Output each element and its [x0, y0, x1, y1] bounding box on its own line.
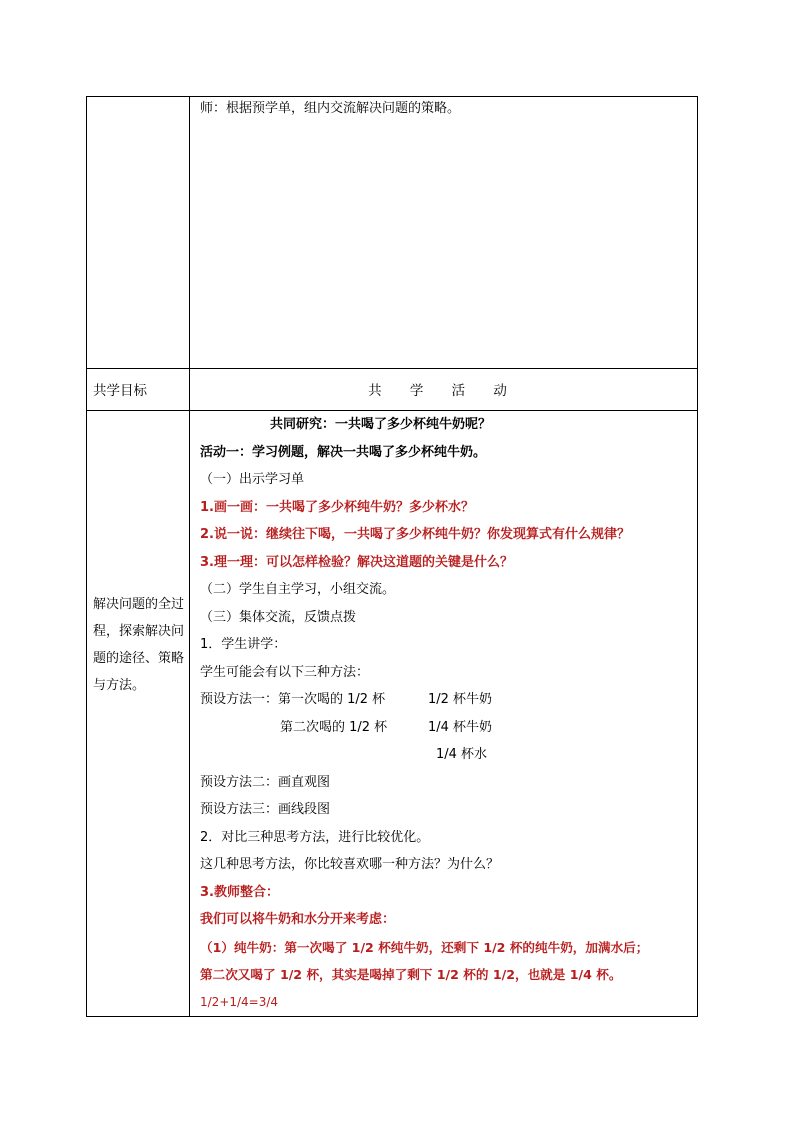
compare-question: 这几种思考方法，你比较喜欢哪一种方法？为什么？: [200, 857, 500, 872]
question-two: 2.说一说：继续往下喝，一共喝了多少杯纯牛奶？你发现算式有什么规律？: [200, 527, 630, 542]
step-one: （一）出示学习单: [200, 472, 305, 487]
formula: 1/2+1/4=3/4: [200, 994, 279, 1009]
step-two: （二）学生自主学习，小组交流。: [200, 582, 396, 597]
method-three: 预设方法三：画线段图: [200, 802, 331, 817]
table-cell: [190, 97, 698, 369]
table-cell-empty: [87, 97, 190, 369]
activity-content: [190, 411, 697, 1016]
section-title: 共同研究：一共喝了多少杯纯牛奶呢？: [270, 417, 492, 432]
methods-intro: 学生可能会有以下三种方法：: [200, 664, 370, 680]
method-one-second: [200, 714, 691, 742]
method-one-water: [200, 741, 691, 769]
summary-line-b: （1）纯牛奶：第一次喝了 1/2 杯纯牛奶，还剩下 1/2 杯的纯牛奶，加满水后；: [200, 939, 649, 955]
header-cell-goal: [87, 369, 190, 411]
activity-cell: [190, 411, 698, 1017]
lesson-table: [86, 96, 698, 1017]
step-three: （三）集体交流，反馈点拨: [200, 609, 357, 625]
goal-cell: [87, 411, 190, 1017]
compare-step: 2．对比三种思考方法，进行比较优化。: [200, 829, 430, 845]
student-lecture: 1．学生讲学：: [200, 637, 287, 652]
method-one-water-value: 1/4 杯水: [436, 747, 488, 762]
goal-text: 解决问题的全过程，探索解决问题的途径、策略与方法。: [93, 597, 185, 693]
method-one: [200, 686, 691, 714]
teacher-note: 师：根据预学单，组内交流解决问题的策略。: [200, 101, 461, 116]
method-one-second-value: 1/4 杯牛奶: [428, 719, 493, 735]
summary-line-c: 第二次又喝了 1/2 杯，其实是喝掉了剩下 1/2 杯的 1/2，也就是 1/4 杯。: [200, 967, 622, 982]
question-three: 3.理一理：可以怎样检验？解决这道题的关键是什么？: [200, 554, 513, 570]
question-one: 1.画一画：一共喝了多少杯纯牛奶？多少杯水？: [200, 499, 474, 515]
header-goal: 共学目标: [93, 383, 147, 399]
teacher-summary: 3.教师整合：: [200, 884, 279, 900]
activity-heading: 活动一：学习例题，解决一共喝了多少杯纯牛奶。: [200, 444, 487, 460]
table-row: [87, 411, 698, 1017]
header-cell-activity: [190, 369, 698, 411]
method-one-second-label: 第二次喝的 1/2 杯: [280, 719, 388, 735]
table-row: [87, 97, 698, 369]
method-one-label: 预设方法一：第一次喝的 1/2 杯: [200, 692, 386, 707]
table-header-row: [87, 369, 698, 411]
method-one-value: 1/2 杯牛奶: [428, 692, 493, 707]
header-activity: 共 学 活 动: [368, 383, 519, 399]
summary-line-a: 我们可以将牛奶和水分开来考虑：: [200, 912, 396, 927]
method-two: 预设方法二：画直观图: [200, 774, 331, 790]
